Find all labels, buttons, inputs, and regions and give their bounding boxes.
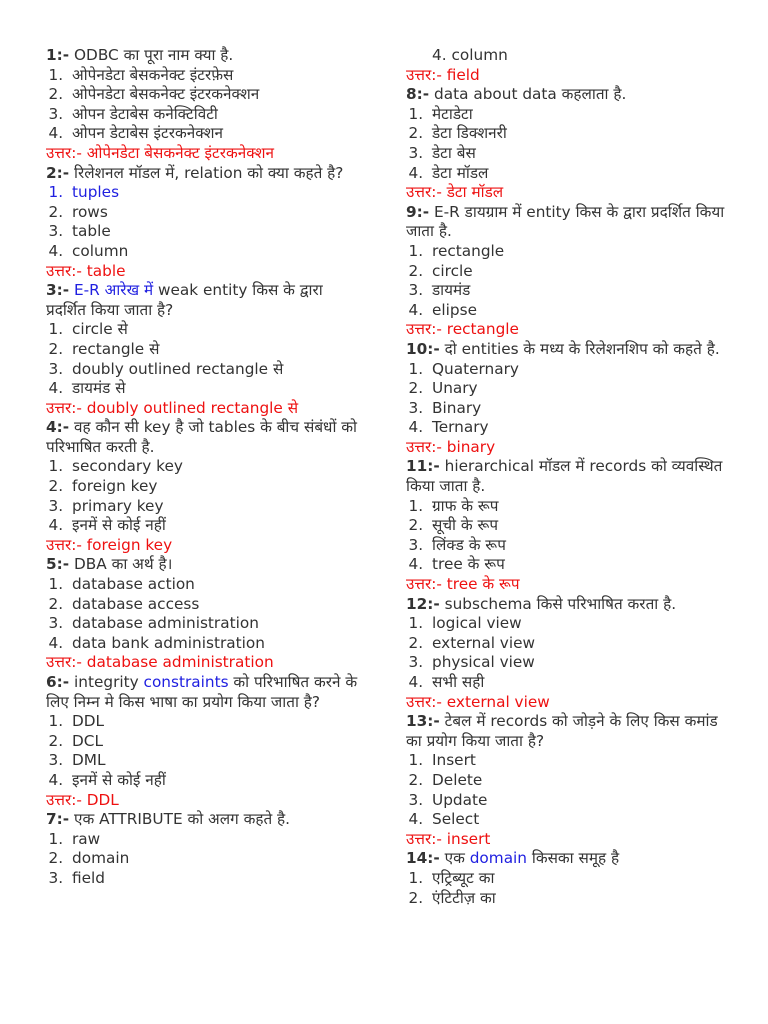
- left-column: [46, 46, 364, 889]
- option-item: 2. domain: [68, 849, 364, 869]
- option-item: 3. ओपन डेटाबेस कनेक्टिविटी: [68, 105, 364, 125]
- answer-text: उत्तर:- binary: [406, 437, 496, 456]
- question-11: [406, 457, 726, 496]
- answer-text: उत्तर:- foreign key: [46, 535, 173, 554]
- option-item: 3. DML: [68, 751, 364, 771]
- options-list: [46, 575, 364, 653]
- option-item: 2. ओपेनडेटा बेसकनेक्ट इंटरकनेक्शन: [68, 85, 364, 105]
- option-item: 3. physical view: [428, 653, 726, 673]
- option-item: 4. ओपन डेटाबेस इंटरकनेक्शन: [68, 124, 364, 144]
- option-item: 1. ओपेनडेटा बेसकनेक्ट इंटरफ़ेस: [68, 66, 364, 86]
- question-10: [406, 340, 726, 360]
- options-list: [46, 183, 364, 261]
- question-3: [46, 281, 364, 320]
- question-14: [406, 849, 726, 869]
- option-item: 4. tree के रूप: [428, 555, 726, 575]
- question-text: टेबल में records को जोड़ने के लिए किस कमांड का प्रयोग किया जाता है?: [406, 712, 718, 750]
- question-2: [46, 164, 364, 184]
- answer-text: उत्तर:- doubly outlined rectangle से: [46, 398, 299, 417]
- question-number: 13:-: [406, 712, 440, 731]
- option-item: 2. rows: [68, 203, 364, 223]
- question-4: [46, 418, 364, 457]
- option-item: 4. Ternary: [428, 418, 726, 438]
- option-item: [428, 46, 726, 66]
- option-number: 4.: [432, 46, 447, 64]
- option-item: 1. एट्रिब्यूट का: [428, 869, 726, 889]
- answer-text: उत्तर:- DDL: [46, 790, 119, 809]
- option-item: 2. circle: [428, 262, 726, 282]
- options-list: [46, 66, 364, 144]
- question-text: रिलेशनल मॉडल में, relation को क्या कहते है?: [74, 163, 344, 182]
- options-list: [406, 614, 726, 692]
- answer-text: उत्तर:- field: [406, 65, 480, 84]
- option-item: 3. Update: [428, 791, 726, 811]
- option-item: 2. Unary: [428, 379, 726, 399]
- option-item: 3. लिंक्ड के रूप: [428, 536, 726, 556]
- answer-text: उत्तर:- database administration: [46, 653, 274, 672]
- question-number: 8:-: [406, 85, 430, 104]
- question-number: 14:-: [406, 849, 440, 868]
- question-7: [46, 810, 364, 830]
- option-item: 4. डायमंड से: [68, 379, 364, 399]
- option-item: 4. सभी सही: [428, 673, 726, 693]
- option-item: 1. raw: [68, 830, 364, 850]
- option-item: 1. DDL: [68, 712, 364, 732]
- option-item: 4. column: [68, 242, 364, 262]
- option-item: 4. डेटा मॉडल: [428, 164, 726, 184]
- options-list: [46, 712, 364, 790]
- option-item: 2. एंटिटीज़ का: [428, 889, 726, 909]
- question-number: 6:-: [46, 673, 70, 691]
- question-text: को परिभाषित करने के लिए निम्न मे किस भाषा का प्रयोग किया जाता है?: [46, 673, 358, 711]
- option-item: 2. database access: [68, 595, 364, 615]
- question-link-text[interactable]: E-R आरेख में: [74, 281, 154, 300]
- question-5: [46, 555, 364, 575]
- option-item: 3. doubly outlined rectangle से: [68, 360, 364, 380]
- right-column: [406, 46, 726, 908]
- question-number: 4:-: [46, 418, 70, 437]
- option-item: 4. इनमें से कोई नहीं: [68, 771, 364, 791]
- answer-text: उत्तर:- table: [46, 261, 126, 280]
- option-item: 2. foreign key: [68, 477, 364, 497]
- option-item: 1. circle से: [68, 320, 364, 340]
- option-item: 2. external view: [428, 634, 726, 654]
- option-item: 4. Select: [428, 810, 726, 830]
- question-text: ODBC का पूरा नाम क्या है.: [74, 46, 234, 64]
- option-item: 2. डेटा डिक्शनरी: [428, 124, 726, 144]
- question-number: 1:-: [46, 46, 70, 64]
- option-item: 1. मेटाडेटा: [428, 105, 726, 125]
- options-list: [406, 105, 726, 183]
- question-text: hierarchical मॉडल में records को व्यवस्थित किया जाता है.: [406, 457, 723, 496]
- options-list: [406, 497, 726, 575]
- options-list: [406, 242, 726, 320]
- option-item: 2. DCL: [68, 732, 364, 752]
- question-text: एक ATTRIBUTE को अलग कहते है.: [74, 810, 291, 829]
- option-item: 4. elipse: [428, 301, 726, 321]
- answer-text: उत्तर:- ओपेनडेटा बेसकनेक्ट इंटरकनेक्शन: [46, 143, 275, 162]
- question-number: 11:-: [406, 457, 440, 476]
- question-text: subschema किसे परिभाषित करता है.: [444, 594, 677, 613]
- question-text: weak entity किस के द्वारा प्रदर्शित किया जाता है?: [46, 281, 323, 319]
- options-list: [406, 751, 726, 829]
- question-number: 3:-: [46, 281, 70, 300]
- question-6: [46, 673, 364, 712]
- option-item: 3. Binary: [428, 399, 726, 419]
- option-item: 4. इनमें से कोई नहीं: [68, 516, 364, 536]
- option-item: 3. field: [68, 869, 364, 889]
- question-text: E-R डायग्राम में entity किस के द्वारा प्रदर्शित किया जाता है.: [406, 202, 725, 241]
- question-number: 7:-: [46, 810, 70, 829]
- answer-text: उत्तर:- डेटा मॉडल: [406, 183, 504, 202]
- option-item: 1. Quaternary: [428, 360, 726, 380]
- options-list: [46, 830, 364, 889]
- option-item: 3. primary key: [68, 497, 364, 517]
- question-1: [46, 46, 364, 66]
- question-text-prefix: integrity: [74, 673, 144, 691]
- option-item: 3. डेटा बेस: [428, 144, 726, 164]
- option-item: 2. Delete: [428, 771, 726, 791]
- option-item: 1. tuples: [68, 183, 364, 203]
- question-text: दो entities के मध्य के रिलेशनशिप को कहते है.: [444, 339, 720, 358]
- question-number: 2:-: [46, 163, 70, 182]
- options-list: [46, 457, 364, 535]
- answer-text: उत्तर:- external view: [406, 692, 550, 711]
- option-item: 3. table: [68, 222, 364, 242]
- question-12: [406, 595, 726, 615]
- option-item: 3. database administration: [68, 614, 364, 634]
- options-list: [406, 869, 726, 908]
- options-list: [406, 360, 726, 438]
- continued-options-list: [406, 46, 726, 66]
- question-8: [406, 85, 726, 105]
- question-link-text[interactable]: domain: [469, 849, 528, 868]
- option-item: 1. database action: [68, 575, 364, 595]
- option-item: 4. data bank administration: [68, 634, 364, 654]
- option-item: 2. rectangle से: [68, 340, 364, 360]
- answer-text: उत्तर:- insert: [406, 829, 491, 848]
- answer-text: उत्तर:- tree के रूप: [406, 575, 520, 594]
- question-number: 10:-: [406, 339, 440, 358]
- option-text: column: [451, 46, 508, 64]
- option-item: 2. सूची के रूप: [428, 516, 726, 536]
- option-item: 1. Insert: [428, 751, 726, 771]
- question-9: [406, 203, 726, 242]
- option-item: 1. logical view: [428, 614, 726, 634]
- question-number: 9:-: [406, 202, 430, 221]
- question-text: DBA का अर्थ है।: [74, 555, 173, 574]
- question-text: वह कौन सी key है जो tables के बीच संबंधों को परिभाषित करती है.: [46, 418, 357, 456]
- question-text: किसका समूह है: [527, 849, 620, 868]
- question-number: 5:-: [46, 555, 70, 574]
- question-text-prefix: एक: [444, 849, 470, 868]
- option-item: 1. ग्राफ के रूप: [428, 497, 726, 517]
- question-number: 12:-: [406, 594, 440, 613]
- answer-text: उत्तर:- rectangle: [406, 320, 519, 339]
- option-item: 1. rectangle: [428, 242, 726, 262]
- question-13: [406, 712, 726, 751]
- question-text: data about data कहलाता है.: [434, 85, 627, 104]
- question-link-text[interactable]: constraints: [143, 673, 229, 691]
- option-item: 3. डायमंड: [428, 281, 726, 301]
- options-list: [46, 320, 364, 398]
- option-item: 1. secondary key: [68, 457, 364, 477]
